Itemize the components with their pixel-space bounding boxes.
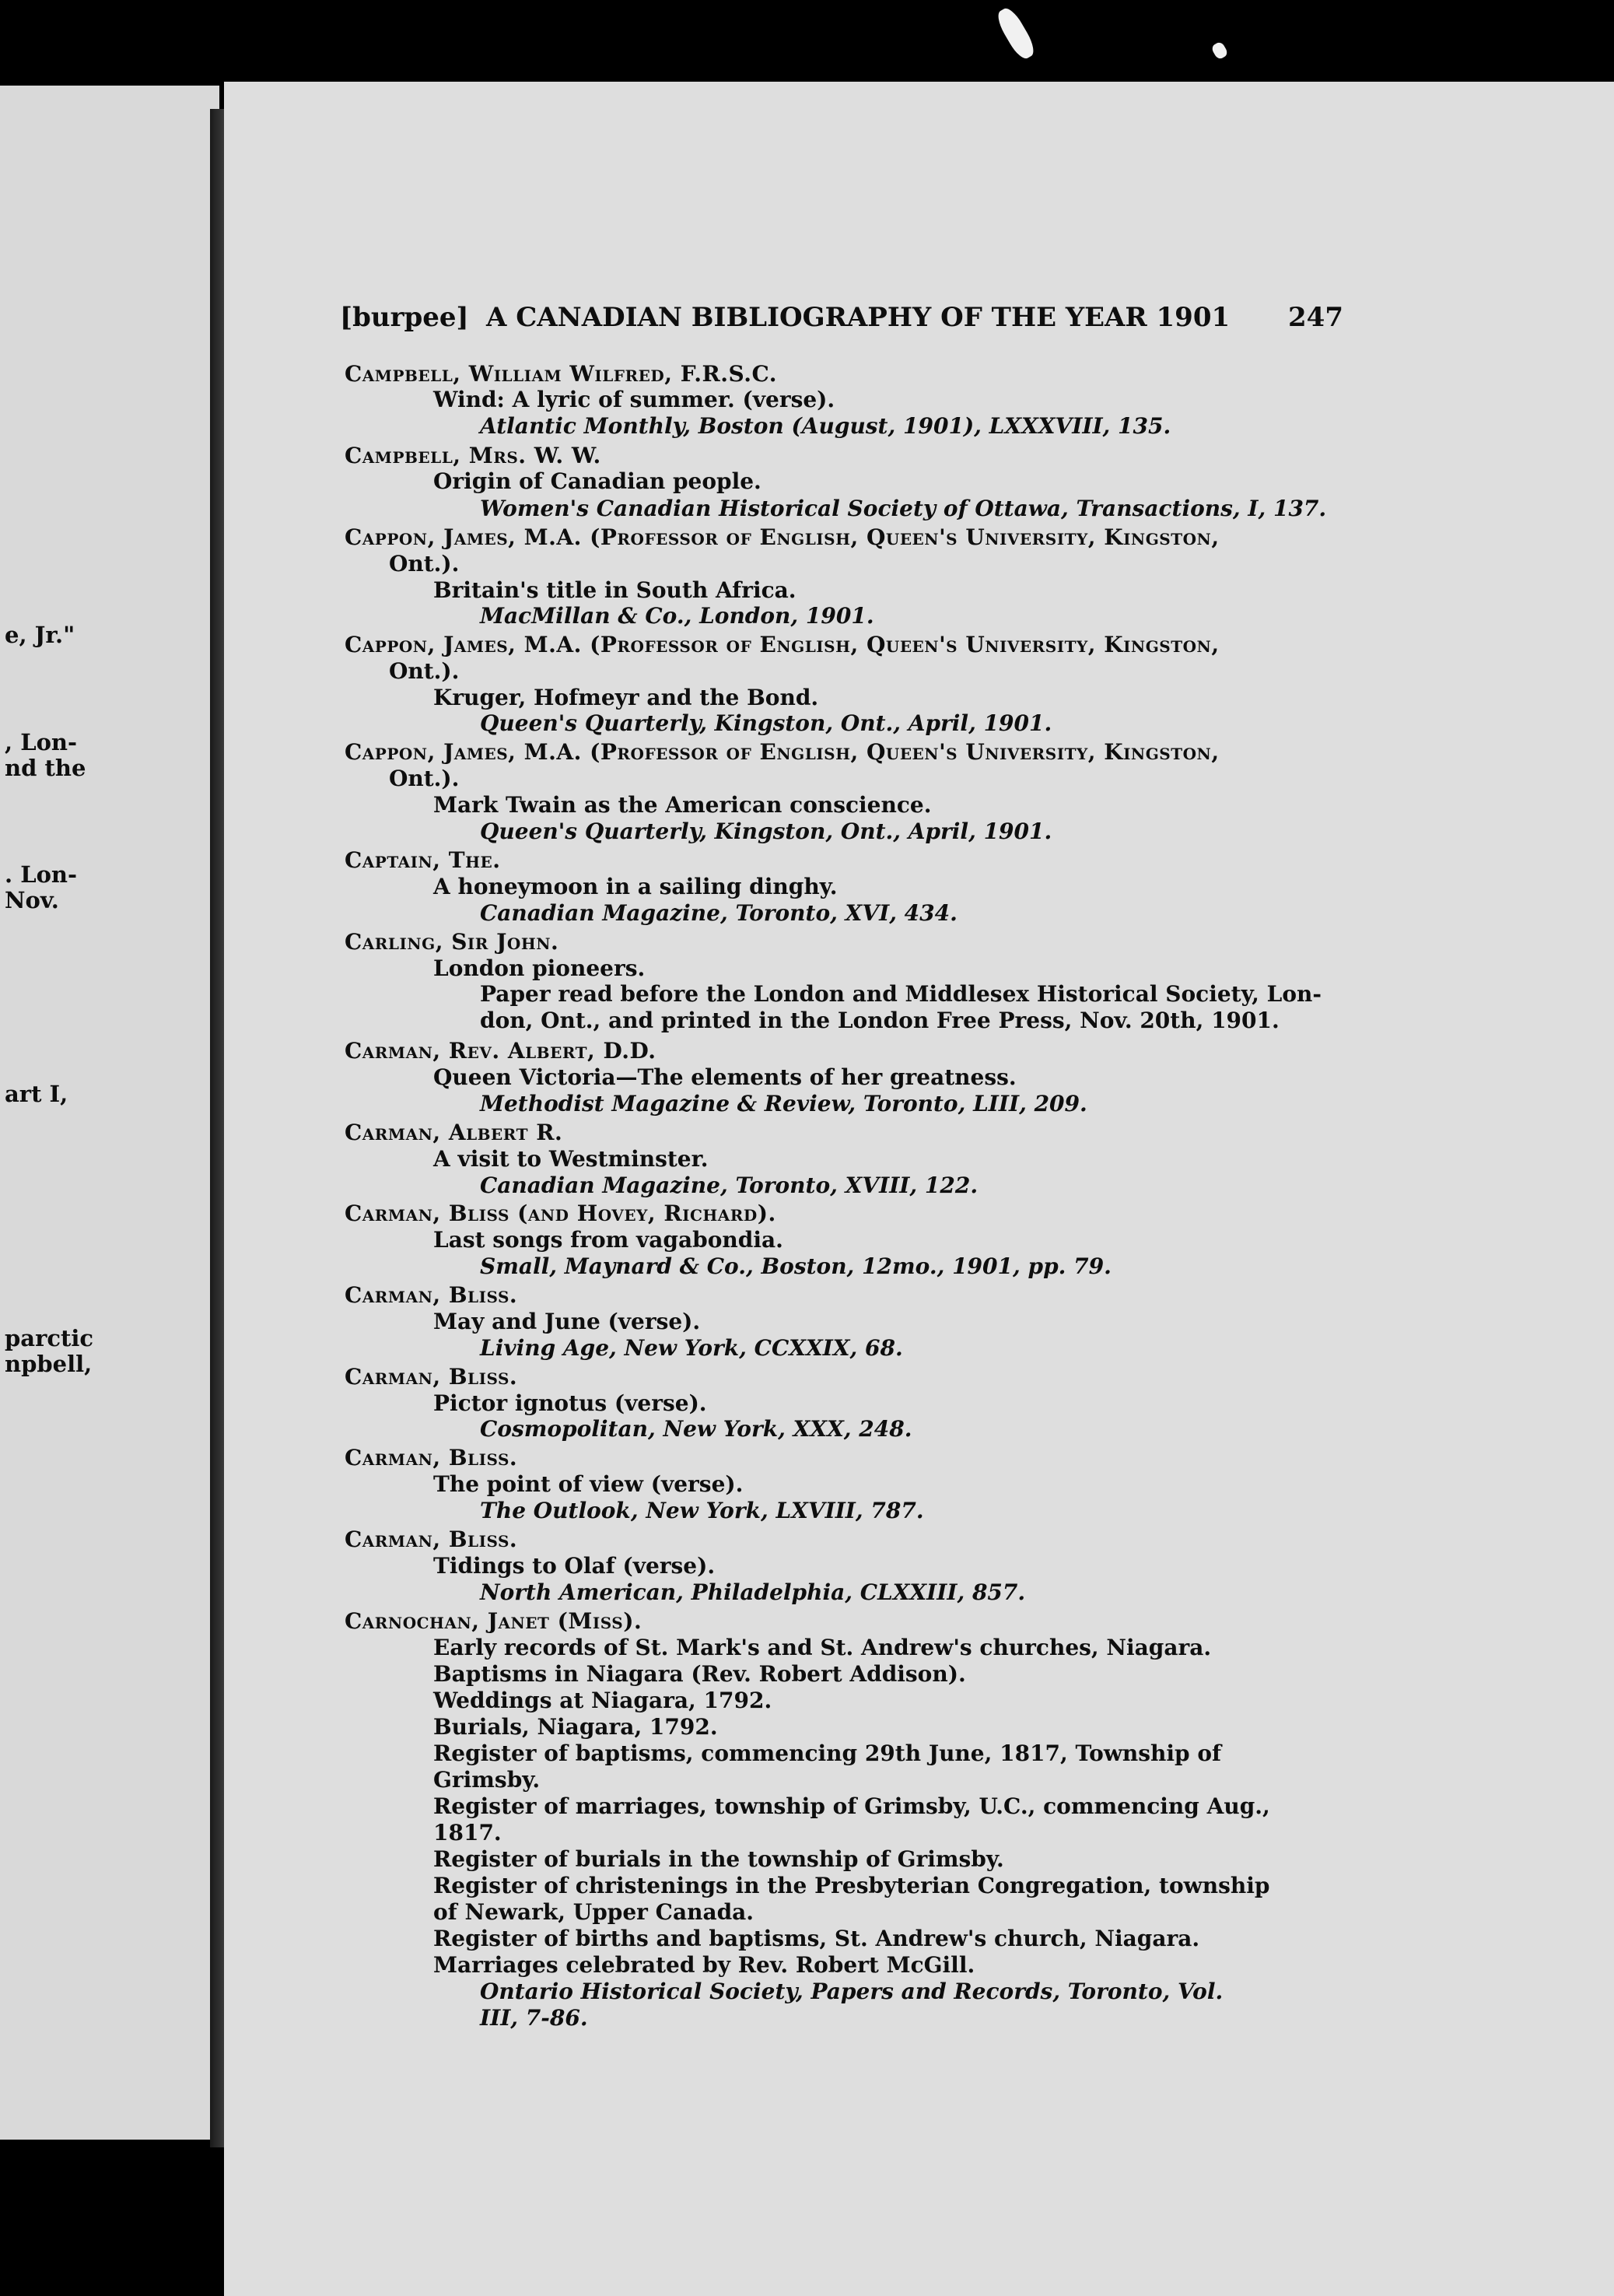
entry-title: Queen Victoria—The elements of her greatness.: [433, 1064, 1017, 1090]
entry-author: Cappon, James, M.A. (Professor of English, Queen's University, Kingston,: [345, 524, 1220, 550]
entry-title: May and June (verse).: [433, 1309, 701, 1334]
entry-note: don, Ont., and printed in the London Free Press, Nov. 20th, 1901.: [480, 1008, 1280, 1033]
scan-artifact-dot: [1210, 40, 1229, 60]
facing-page-fragment: nd the: [5, 755, 86, 781]
entry-title: London pioneers.: [433, 955, 646, 981]
facing-page-fragment: art I,: [5, 1081, 68, 1107]
entry-author-continued: Ont.).: [389, 658, 460, 684]
entry-title: Origin of Canadian people.: [433, 468, 761, 494]
entry-author: Carman, Rev. Albert, D.D.: [345, 1038, 656, 1064]
entry-publication: Atlantic Monthly, Boston (August, 1901), LXXXVIII, 135.: [480, 413, 1171, 439]
entry-author: Campbell, Mrs. W. W.: [345, 443, 601, 468]
facing-page-fragment: Nov.: [5, 887, 59, 913]
entry-title: Register of burials in the township of Grimsby.: [433, 1846, 1004, 1872]
entry-title: Pictor ignotus (verse).: [433, 1390, 707, 1416]
facing-page-fragment: parctic: [5, 1325, 94, 1351]
entry-title: Baptisms in Niagara (Rev. Robert Addison).: [433, 1661, 966, 1687]
facing-page-fragment: npbell,: [5, 1351, 93, 1377]
entry-title: Mark Twain as the American conscience.: [433, 792, 932, 818]
entry-title: Register of marriages, township of Grimsby, U.C., commencing Aug.,: [433, 1793, 1270, 1819]
entry-author: Carman, Bliss.: [345, 1364, 518, 1390]
entry-author: Captain, The.: [345, 847, 501, 873]
entry-publication: Canadian Magazine, Toronto, XVIII, 122.: [480, 1173, 979, 1198]
entry-publication: Methodist Magazine & Review, Toronto, LIII, 209.: [480, 1091, 1087, 1116]
page-title: A CANADIAN BIBLIOGRAPHY OF THE YEAR 1901: [486, 302, 1231, 333]
entry-publication: Small, Maynard & Co., Boston, 12mo., 1901, pp. 79.: [480, 1253, 1112, 1279]
entry-publication: Queen's Quarterly, Kingston, Ont., April, 1901.: [480, 710, 1052, 736]
entry-title: Burials, Niagara, 1792.: [433, 1714, 718, 1740]
facing-page-fragment: . Lon-: [5, 861, 78, 888]
facing-page-fragment: , Lon-: [5, 729, 78, 755]
entry-title: 1817.: [433, 1820, 502, 1846]
entry-publication: MacMillan & Co., London, 1901.: [480, 603, 874, 629]
entry-publication: III, 7-86.: [480, 2005, 588, 2031]
entry-publication: Cosmopolitan, New York, XXX, 248.: [480, 1416, 912, 1442]
entry-title: Early records of St. Mark's and St. Andrew's churches, Niagara.: [433, 1635, 1212, 1660]
entry-title: The point of view (verse).: [433, 1471, 744, 1497]
facing-page-edge: [0, 86, 219, 2140]
entry-title: Weddings at Niagara, 1792.: [433, 1688, 772, 1713]
entry-title: Register of christenings in the Presbyterian Congregation, township: [433, 1873, 1270, 1898]
entry-author: Carman, Albert R.: [345, 1120, 563, 1145]
entry-author: Cappon, James, M.A. (Professor of English, Queen's University, Kingston,: [345, 739, 1220, 765]
entry-author-continued: Ont.).: [389, 551, 460, 577]
entry-author: Cappon, James, M.A. (Professor of English, Queen's University, Kingston,: [345, 632, 1220, 657]
scan-artifact: [993, 5, 1038, 62]
entry-title: Marriages celebrated by Rev. Robert McGill.: [433, 1952, 975, 1978]
entry-publication: Canadian Magazine, Toronto, XVI, 434.: [480, 900, 958, 926]
entry-title: of Newark, Upper Canada.: [433, 1899, 754, 1925]
entry-author: Carman, Bliss.: [345, 1282, 518, 1308]
page-number: 247: [1288, 302, 1343, 333]
entry-author-continued: Ont.).: [389, 766, 460, 791]
entry-author: Carman, Bliss (and Hovey, Richard).: [345, 1201, 776, 1226]
entry-publication: North American, Philadelphia, CLXXIII, 857.: [480, 1579, 1026, 1605]
entry-title: Register of births and baptisms, St. Andrew's church, Niagara.: [433, 1926, 1200, 1951]
facing-page-fragment: e, Jr.": [5, 622, 75, 648]
entry-author: Carman, Bliss.: [345, 1445, 518, 1470]
entry-author: Carman, Bliss.: [345, 1527, 518, 1552]
entry-publication: Living Age, New York, CCXXIX, 68.: [480, 1335, 903, 1361]
entry-title: Tidings to Olaf (verse).: [433, 1553, 716, 1579]
entry-title: A visit to Westminster.: [433, 1146, 709, 1172]
author-tag: [burpee]: [340, 302, 469, 333]
entry-title: Wind: A lyric of summer. (verse).: [433, 387, 835, 412]
entry-title: Kruger, Hofmeyr and the Bond.: [433, 685, 819, 710]
running-head: [340, 298, 1343, 337]
entry-title: Register of baptisms, commencing 29th June, 1817, Township of: [433, 1740, 1222, 1766]
entry-publication: The Outlook, New York, LXVIII, 787.: [480, 1498, 924, 1523]
entry-title: Last songs from vagabondia.: [433, 1227, 783, 1253]
entry-title: Grimsby.: [433, 1767, 541, 1793]
entry-author: Campbell, William Wilfred, F.R.S.C.: [345, 361, 778, 387]
entry-publication: Queen's Quarterly, Kingston, Ont., April, 1901.: [480, 818, 1052, 844]
entry-title: A honeymoon in a sailing dinghy.: [433, 874, 838, 899]
entry-publication: Ontario Historical Society, Papers and Records, Toronto, Vol.: [480, 1979, 1224, 2004]
entry-author: Carnochan, Janet (Miss).: [345, 1608, 642, 1634]
entry-title: Britain's title in South Africa.: [433, 577, 796, 603]
entry-author: Carling, Sir John.: [345, 929, 559, 955]
entry-publication: Women's Canadian Historical Society of Ottawa, Transactions, I, 137.: [480, 496, 1327, 521]
entry-note: Paper read before the London and Middlesex Historical Society, Lon-: [480, 981, 1322, 1007]
